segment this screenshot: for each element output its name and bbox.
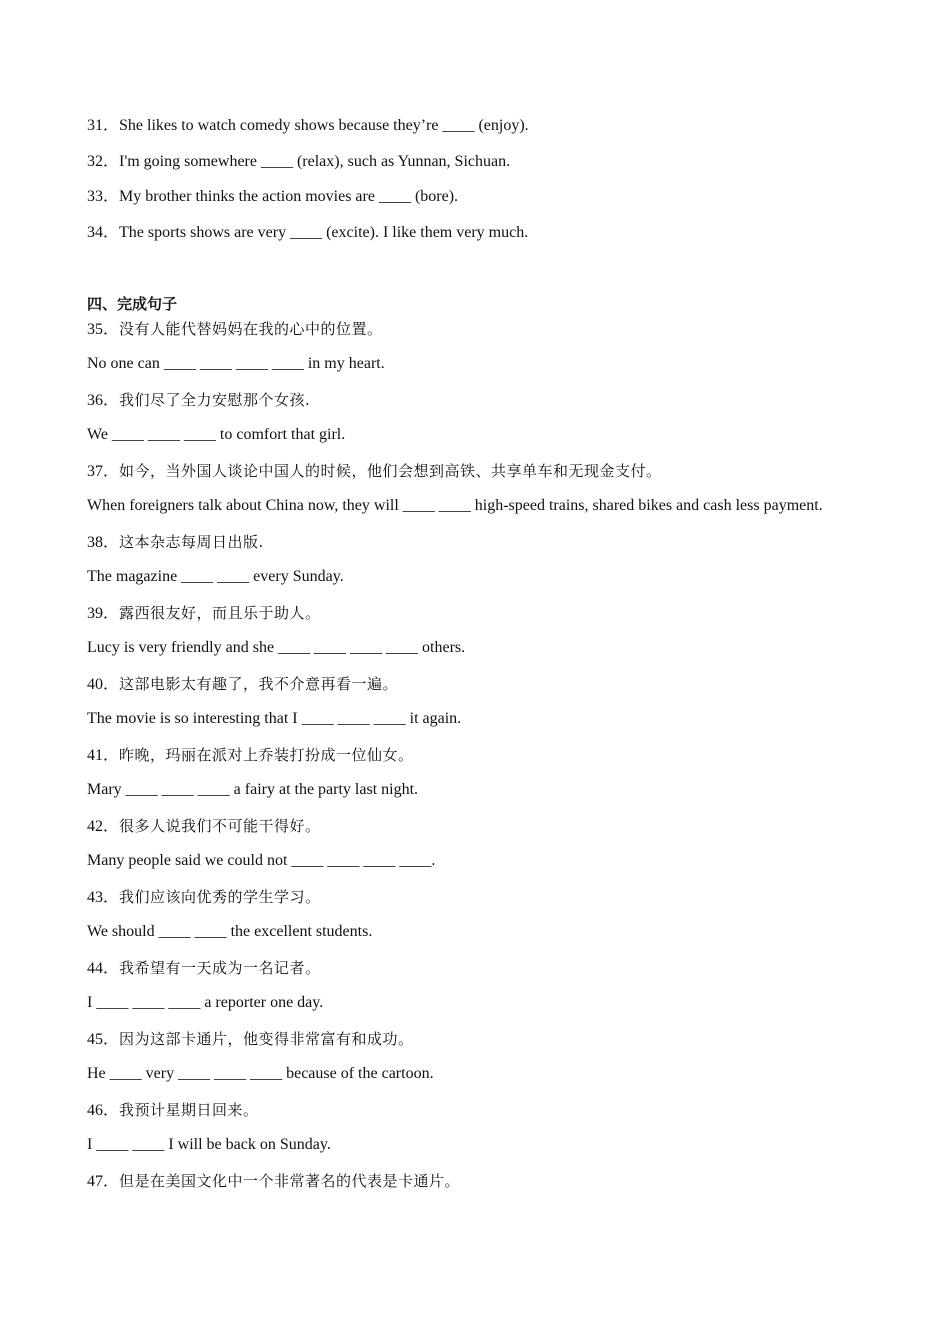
question-37-answer-line: When foreigners talk about China now, they will ____ ____ high-speed trains, shared bikes and cash less payment.: [87, 497, 823, 514]
question-46-answer-line: I ____ ____ I will be back on Sunday.: [87, 1136, 331, 1153]
question-38-answer-line: The magazine ____ ____ every Sunday.: [87, 568, 344, 585]
question-35-prompt: [87, 319, 927, 339]
question-number: 32．: [87, 152, 120, 170]
question-number: 31．: [87, 117, 120, 134]
worksheet-content: [87, 116, 927, 1206]
question-47-prompt: [87, 1171, 927, 1191]
question-45-prompt: [87, 1029, 927, 1049]
chinese-sentence: 没有人能代替妈妈在我的心中的位置。: [119, 319, 383, 338]
chinese-sentence: 我希望有一天成为一名记者。: [119, 958, 321, 977]
question-36-answer-line: We ____ ____ ____ to comfort that girl.: [87, 426, 346, 443]
question-44-prompt: [87, 958, 927, 978]
section-heading: 四、完成句子: [87, 294, 178, 313]
question-number: 40．: [87, 675, 120, 693]
question-39-prompt: [87, 603, 927, 623]
question-46-prompt: [87, 1100, 927, 1120]
question-number: 47．: [87, 1172, 120, 1190]
question-number: 45．: [87, 1030, 120, 1048]
question-38-prompt: [87, 532, 927, 552]
question-number: 34．: [87, 223, 120, 241]
chinese-sentence: 但是在美国文化中一个非常著名的代表是卡通片。: [119, 1171, 461, 1190]
question-32: [87, 152, 927, 172]
chinese-sentence: 我们尽了全力安慰那个女孩.: [119, 390, 311, 409]
question-45-answer-line: He ____ very ____ ____ ____ because of the cartoon.: [87, 1065, 434, 1082]
question-number: 42．: [87, 817, 120, 835]
question-31: [87, 116, 927, 136]
chinese-sentence: 这部电影太有趣了，我不介意再看一遍。: [119, 674, 399, 693]
question-text: My brother thinks the action movies are ____ (bore).: [119, 188, 459, 205]
chinese-sentence: 我预计星期日回来。: [119, 1100, 259, 1119]
question-43-prompt: [87, 887, 927, 907]
chinese-sentence: 很多人说我们不可能干得好。: [119, 816, 321, 835]
question-number: 44．: [87, 959, 120, 977]
question-number: 46．: [87, 1101, 120, 1119]
question-number: 36．: [87, 391, 120, 409]
chinese-sentence: 这本杂志每周日出版.: [119, 532, 264, 551]
question-36-prompt: [87, 390, 927, 410]
question-number: 39．: [87, 604, 120, 622]
question-42-prompt: [87, 816, 927, 836]
question-33: [87, 187, 927, 207]
question-34: [87, 223, 927, 243]
question-text: I'm going somewhere ____ (relax), such as Yunnan, Sichuan.: [119, 152, 511, 170]
question-41-prompt: [87, 745, 927, 765]
question-number: 33．: [87, 188, 120, 205]
question-44-answer-line: I ____ ____ ____ a reporter one day.: [87, 994, 324, 1011]
question-40-answer-line: The movie is so interesting that I ____ ____ ____ it again.: [87, 710, 462, 727]
question-35-answer-line: No one can ____ ____ ____ ____ in my heart.: [87, 355, 385, 372]
question-text: The sports shows are very ____ (excite). I like them very much.: [119, 223, 529, 241]
question-number: 38．: [87, 533, 120, 551]
question-number: 37．: [87, 462, 120, 480]
question-37-prompt: [87, 461, 927, 481]
question-39-answer-line: Lucy is very friendly and she ____ ____ ____ ____ others.: [87, 639, 466, 656]
question-40-prompt: [87, 674, 927, 694]
chinese-sentence: 我们应该向优秀的学生学习。: [119, 887, 321, 906]
chinese-sentence: 因为这部卡通片，他变得非常富有和成功。: [119, 1029, 414, 1048]
question-text: She likes to watch comedy shows because they’re ____ (enjoy).: [119, 117, 529, 134]
question-number: 35．: [87, 320, 120, 338]
question-number: 41．: [87, 746, 120, 764]
question-41-answer-line: Mary ____ ____ ____ a fairy at the party last night.: [87, 781, 419, 798]
chinese-sentence: 如今，当外国人谈论中国人的时候，他们会想到高铁、共享单车和无现金支付。: [119, 461, 662, 480]
chinese-sentence: 露西很友好，而且乐于助人。: [119, 603, 321, 622]
question-43-answer-line: We should ____ ____ the excellent students.: [87, 923, 373, 940]
question-number: 43．: [87, 888, 120, 906]
question-42-answer-line: Many people said we could not ____ ____ ____ ____.: [87, 852, 436, 869]
chinese-sentence: 昨晚，玛丽在派对上乔装打扮成一位仙女。: [119, 745, 414, 764]
